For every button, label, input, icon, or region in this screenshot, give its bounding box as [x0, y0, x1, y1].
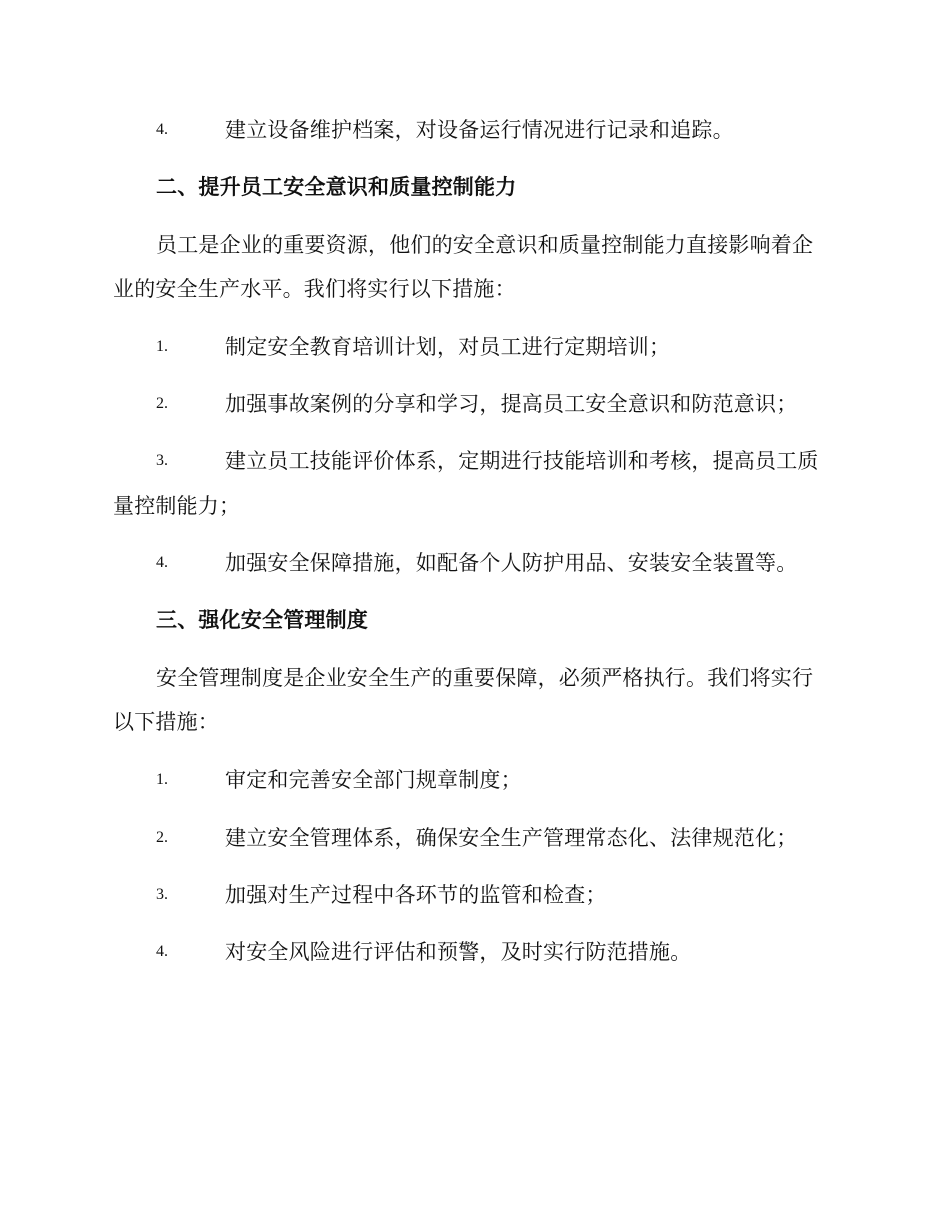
section-intro-line: 员工是企业的重要资源，他们的安全意识和质量控制能力直接影响着企 — [156, 233, 814, 257]
list-item-text: 制定安全教育培训计划，对员工进行定期培训； — [225, 335, 671, 359]
list-number: 2. — [156, 395, 168, 412]
section-intro-line: 安全管理制度是企业安全生产的重要保障，必须严格执行。我们将实行 — [156, 666, 814, 690]
list-item-text: 建立设备维护档案，对设备运行情况进行记录和追踪。 — [225, 118, 734, 142]
list-number: 2. — [156, 829, 168, 846]
section-heading-2: 二、提升员工安全意识和质量控制能力 — [156, 175, 517, 199]
list-item-text: 加强安全保障措施，如配备个人防护用品、安装安全装置等。 — [225, 551, 798, 575]
list-number: 1. — [156, 771, 168, 788]
list-item-text: 加强对生产过程中各环节的监管和检查； — [225, 883, 607, 907]
list-item-text: 对安全风险进行评估和预警，及时实行防范措施。 — [225, 940, 692, 964]
section-heading-3: 三、强化安全管理制度 — [156, 608, 368, 632]
list-number: 3. — [156, 452, 168, 469]
list-number: 3. — [156, 886, 168, 903]
list-item-text: 建立员工技能评价体系，定期进行技能培训和考核，提高员工质 — [225, 449, 819, 473]
list-number: 1. — [156, 338, 168, 355]
list-item-text: 审定和完善安全部门规章制度； — [225, 768, 522, 792]
list-number: 4. — [156, 554, 168, 571]
list-item-text: 建立安全管理体系，确保安全生产管理常态化、法律规范化； — [225, 826, 798, 850]
list-item-continuation: 量控制能力； — [113, 494, 241, 518]
section-intro-line: 业的安全生产水平。我们将实行以下措施： — [113, 277, 516, 301]
list-number: 4. — [156, 121, 168, 138]
list-item-text: 加强事故案例的分享和学习，提高员工安全意识和防范意识； — [225, 392, 798, 416]
section-intro-line: 以下措施： — [113, 710, 219, 734]
list-number: 4. — [156, 943, 168, 960]
